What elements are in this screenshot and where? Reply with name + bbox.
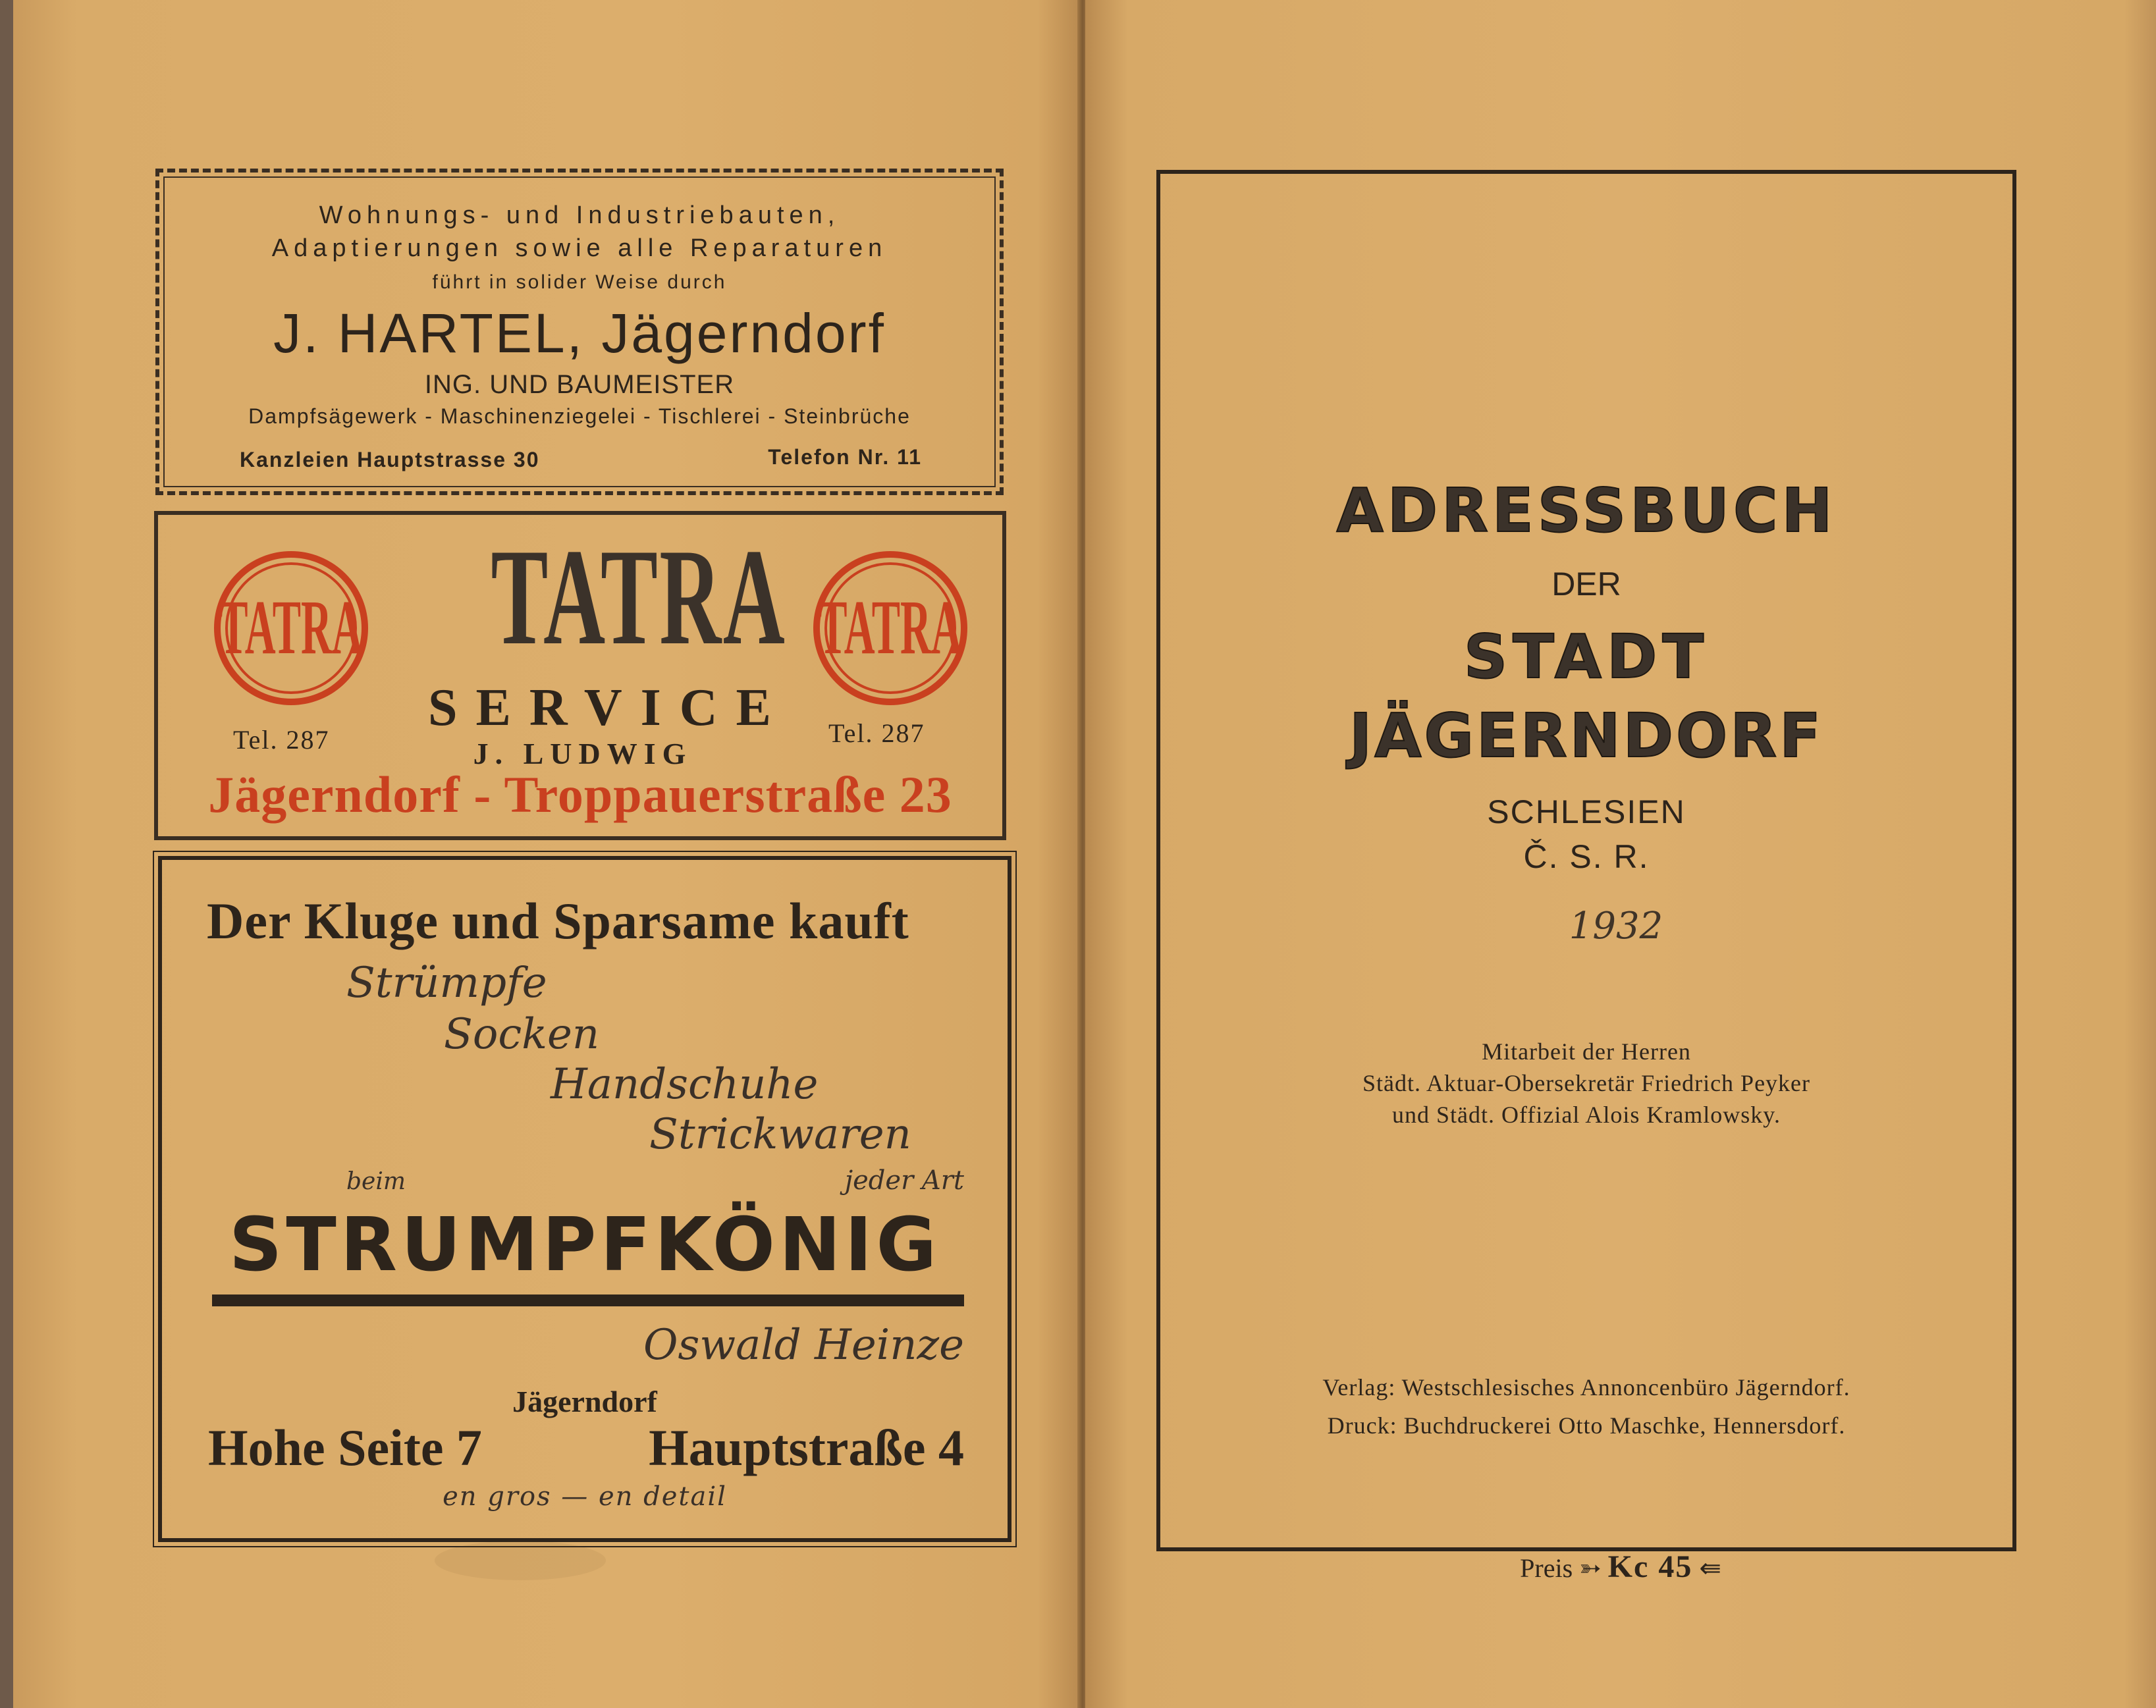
tatra-service: SERVICE	[428, 679, 790, 737]
title-city-name: JÄGERNDORF	[1349, 701, 1823, 771]
strumpf-item: Strümpfe	[346, 959, 547, 1007]
strumpfkoenig-advertisement	[158, 856, 1011, 1542]
printer-line: Druck: Buchdruckerei Otto Maschke, Hennersdorf.	[1327, 1412, 1846, 1439]
price-arrow-icon: ⇚	[1699, 1553, 1721, 1583]
hartel-line-2: Adaptierungen sowie alle Reparaturen	[271, 234, 888, 262]
tatra-logo-left	[211, 548, 371, 708]
right-page	[1085, 0, 2156, 1708]
strumpf-item: Strickwaren	[649, 1110, 911, 1159]
hartel-phone: Telefon Nr. 11	[768, 445, 922, 469]
title-region: SCHLESIEN	[1487, 793, 1686, 830]
collaborator-line: und Städt. Offizial Alois Kramlowsky.	[1392, 1102, 1781, 1128]
tatra-owner: J. LUDWIG	[473, 737, 693, 770]
title-der: DER	[1551, 566, 1621, 602]
title-country: Č. S. R.	[1523, 838, 1650, 875]
strumpf-item: Socken	[444, 1010, 600, 1059]
title-adressbuch: ADRESSBUCH	[1336, 475, 1837, 546]
strumpf-headline: Der Kluge und Sparsame kauft	[207, 892, 909, 949]
hartel-name: J. HARTEL, Jägerndorf	[273, 302, 886, 364]
strumpf-item: Handschuhe	[551, 1060, 819, 1109]
price-label: Preis	[1520, 1553, 1573, 1583]
tatra-advertisement	[154, 511, 1006, 840]
hartel-line-1: Wohnungs- und Industriebauten,	[319, 201, 840, 229]
price-value: Kc 45	[1607, 1549, 1693, 1584]
strumpf-shop-name: STRUMPFKÖNIG	[229, 1202, 941, 1288]
hartel-address: Kanzleien Hauptstrasse 30	[240, 448, 540, 471]
strumpf-address-right: Hauptstraße 4	[649, 1419, 964, 1476]
hartel-advertisement	[155, 169, 1004, 495]
strumpf-owner: Oswald Heinze	[643, 1321, 964, 1370]
tatra-logo-text-left: TATRA	[219, 583, 363, 671]
tatra-brand: TATRA	[491, 521, 787, 674]
tatra-address: Jägerndorf - Troppauerstraße 23	[208, 766, 952, 823]
strumpf-jeder-art: jeder Art	[844, 1165, 964, 1196]
hartel-title: ING. UND BAUMEISTER	[424, 370, 735, 399]
tatra-emblem-icon	[810, 548, 971, 708]
publisher-line: Verlag: Westschlesisches Annoncenbüro Jägerndorf.	[1322, 1374, 1850, 1401]
price-line	[1085, 1549, 2156, 1585]
tatra-emblem-icon	[211, 548, 371, 708]
strumpf-divider	[212, 1294, 964, 1306]
tatra-logo-right	[810, 548, 971, 708]
hartel-services: Dampfsägewerk - Maschinenziegelei - Tischlerei - Steinbrüche	[248, 404, 911, 428]
hartel-line-3: führt in solider Weise durch	[432, 271, 727, 293]
title-frame	[1156, 170, 2016, 1551]
tatra-phone-right: Tel. 287	[828, 718, 925, 748]
collaborator-line: Städt. Aktuar-Obersekretär Friedrich Peyker	[1362, 1070, 1811, 1096]
tatra-phone-left: Tel. 287	[233, 725, 330, 755]
title-stadt: STADT	[1463, 622, 1710, 692]
price-arrow-icon: ➳	[1579, 1553, 1608, 1583]
collaborators-heading: Mitarbeit der Herren	[1482, 1038, 1691, 1065]
tatra-logo-text-right: TATRA	[819, 583, 962, 671]
strumpf-city: Jägerndorf	[512, 1385, 657, 1418]
strumpf-beim: beim	[346, 1168, 406, 1195]
strumpf-tagline: en gros — en detail	[443, 1481, 727, 1512]
left-page	[13, 0, 1080, 1708]
paper-stain	[435, 1541, 606, 1580]
strumpf-address-left: Hohe Seite 7	[208, 1419, 482, 1476]
handwritten-year: 1932	[1569, 905, 1663, 947]
